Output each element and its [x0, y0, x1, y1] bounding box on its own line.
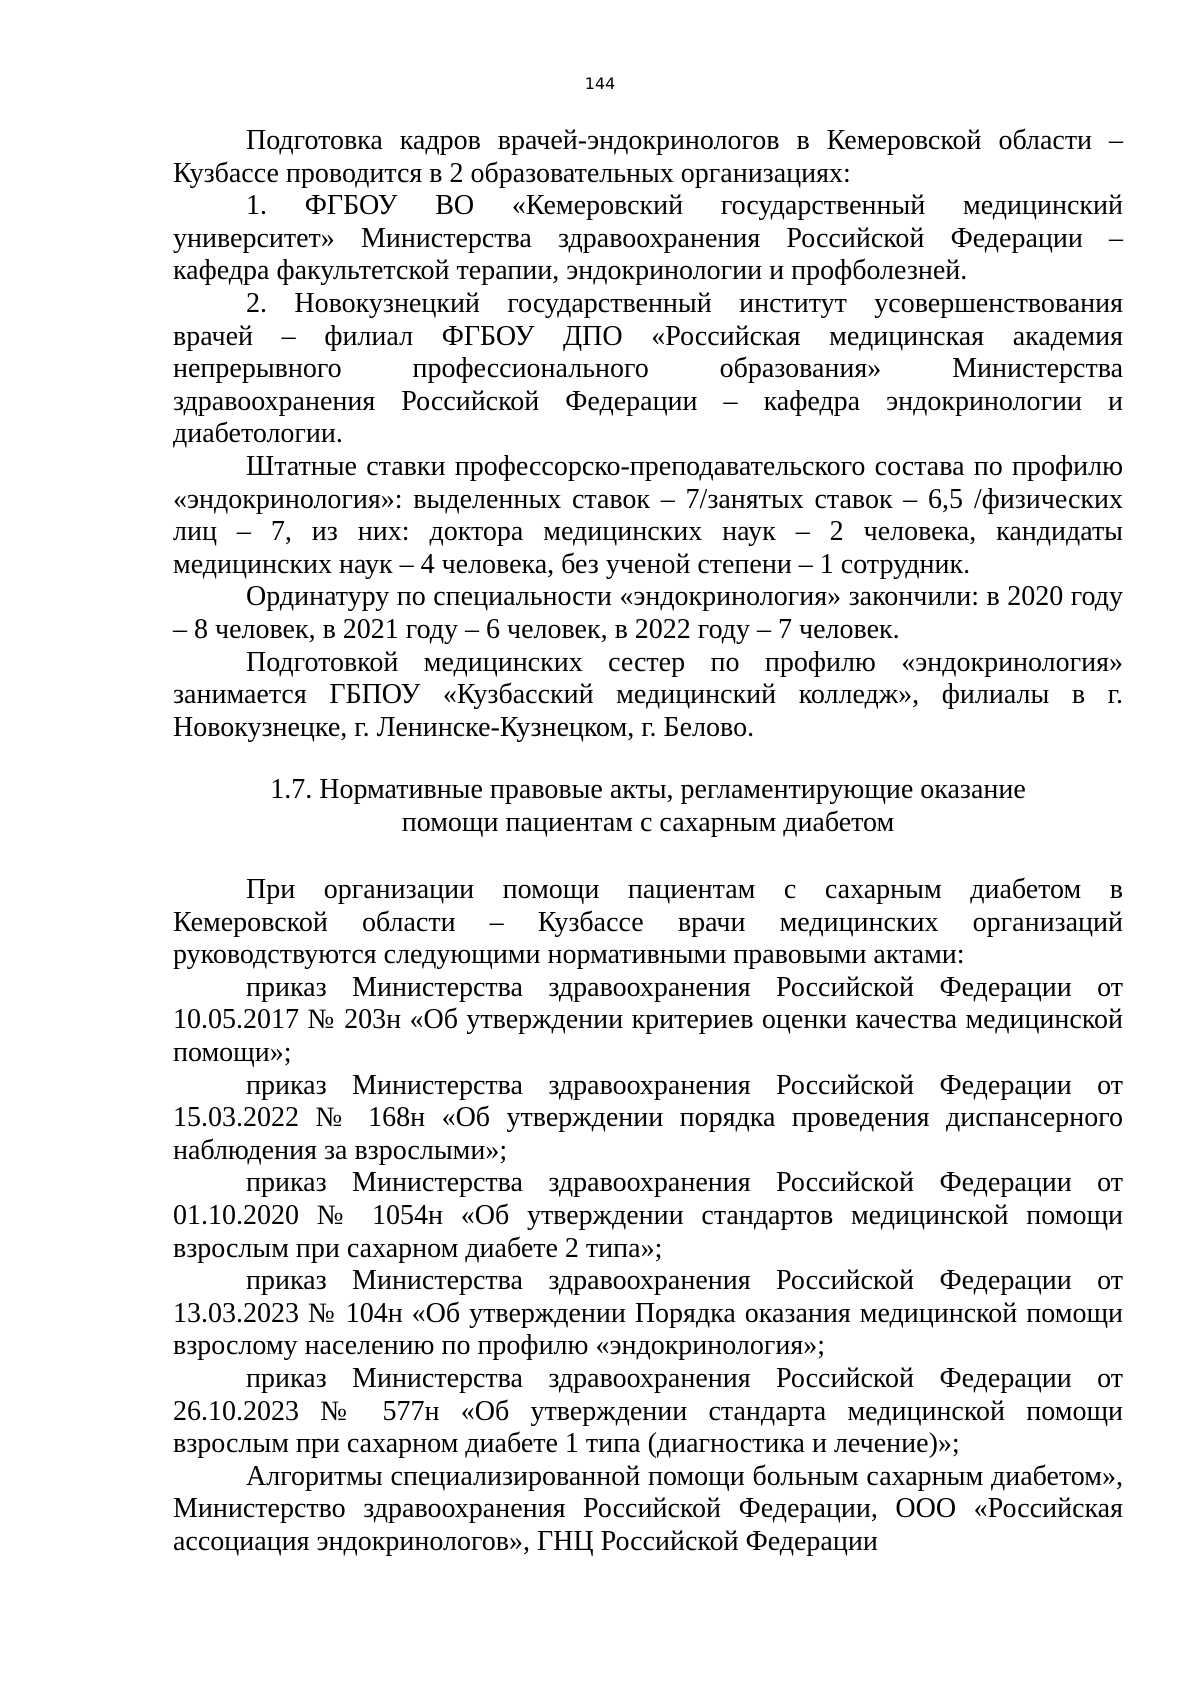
- paragraph-order-168n: приказ Министерства здравоохранения Российской Федерации от 15.03.2022 № 168н «Об утверждении порядка проведения диспансерного наблюдения за взрослыми»;: [173, 1069, 1123, 1166]
- paragraph-order-104n: приказ Министерства здравоохранения Российской Федерации от 13.03.2023 № 104н «Об утверждении Порядка оказания медицинской помощи взрослому населению по профилю «эндокринология»;: [173, 1265, 1123, 1362]
- section-training: [173, 125, 1123, 744]
- paragraph-org-2: 2. Новокузнецкий государственный институт усовершенствования врачей – филиал ФГБОУ ДПО «Российская медицинская академия непрерывного профессионального образования» Министерства здравоохранения Российской Федерации – кафедра эндокринологии и диабетологии.: [173, 287, 1123, 450]
- paragraph-training-intro: Подготовка кадров врачей-эндокринологов в Кемеровской области – Кузбассе проводится в 2 образовательных организациях:: [173, 125, 1123, 189]
- paragraph-staff-rates: Штатные ставки профессорско-преподавательского состава по профилю «эндокринология»: выделенных ставок – 7/занятых ставок – 6,5 /физических лиц – 7, из них: доктора медицинских наук – 2 человека, кандидаты медицинских наук – 4 человека, без ученой степени – 1 сотрудник.: [173, 450, 1123, 580]
- paragraph-algorithms: Алгоритмы специализированной помощи больным сахарным диабетом», Министерство здравоохранения Российской Федерации, ООО «Российская ассоциация эндокринологов», ГНЦ Российской Федерации: [173, 1460, 1123, 1557]
- section-heading: [173, 774, 1123, 839]
- paragraph-org-1: 1. ФГБОУ ВО «Кемеровский государственный медицинский университет» Министерства здравоохранения Российской Федерации – кафедра факультетской терапии, эндокринологии и профболезней.: [173, 190, 1123, 287]
- section-heading-line-1: 1.7. Нормативные правовые акты, регламентирующие оказание: [270, 774, 1026, 805]
- paragraph-regulations-intro: При организации помощи пациентам с сахарным диабетом в Кемеровской области – Кузбассе врачи медицинских организаций руководствуются следующими нормативными правовыми актами:: [173, 874, 1123, 971]
- paragraph-order-1054n: приказ Министерства здравоохранения Российской Федерации от 01.10.2020 № 1054н «Об утверждении стандартов медицинской помощи взрослым при сахарном диабете 2 типа»;: [173, 1167, 1123, 1264]
- section-regulations: [173, 874, 1123, 1558]
- paragraph-order-577n: приказ Министерства здравоохранения Российской Федерации от 26.10.2023 № 577н «Об утверждении стандарта медицинской помощи взрослым при сахарном диабете 1 типа (диагностика и лечение)»;: [173, 1362, 1123, 1460]
- section-heading-line-2: помощи пациентам с сахарным диабетом: [401, 806, 895, 838]
- page-number: 144: [584, 74, 616, 93]
- paragraph-nurses: Подготовкой медицинских сестер по профилю «эндокринология» занимается ГБПОУ «Кузбасский медицинский колледж», филиалы в г. Новокузнецке, г. Ленинске-Кузнецком, г. Белово.: [173, 646, 1123, 743]
- paragraph-order-203n: приказ Министерства здравоохранения Российской Федерации от 10.05.2017 № 203н «Об утверждении критериев оценки качества медицинской помощи»;: [173, 971, 1123, 1068]
- paragraph-residency: Ординатуру по специальности «эндокринология» закончили: в 2020 году – 8 человек, в 2021 году – 6 человек, в 2022 году – 7 человек.: [173, 581, 1123, 645]
